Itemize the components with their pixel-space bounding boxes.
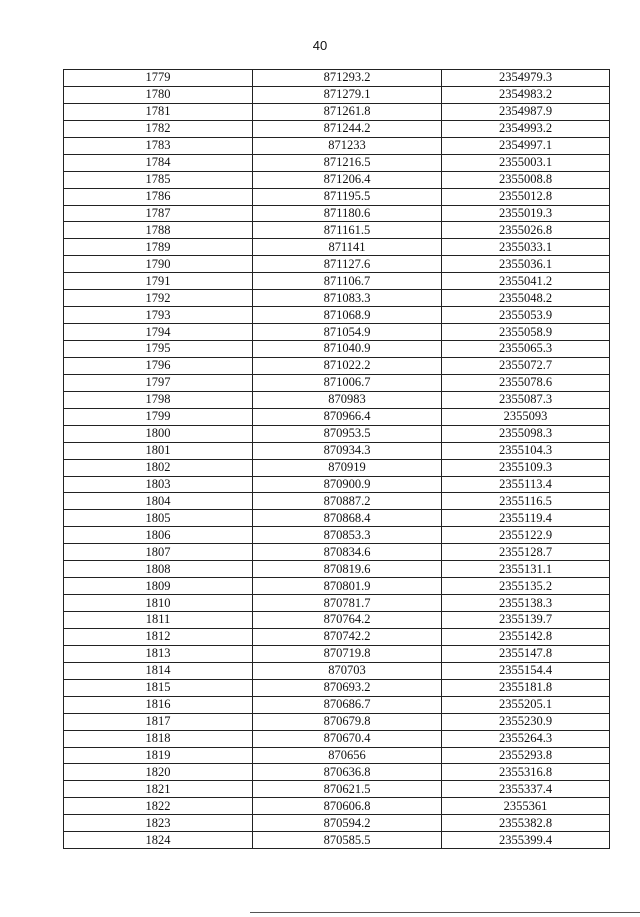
x-coordinate-cell: 871127.6 bbox=[253, 256, 442, 273]
x-coordinate-cell: 870703 bbox=[253, 662, 442, 679]
y-coordinate-cell: 2355181.8 bbox=[442, 679, 610, 696]
table-row bbox=[64, 357, 610, 374]
table-row bbox=[64, 595, 610, 612]
point-number-cell: 1783 bbox=[64, 137, 253, 154]
point-number-cell: 1811 bbox=[64, 612, 253, 629]
page-number: 40 bbox=[312, 38, 328, 53]
table-row bbox=[64, 324, 610, 341]
x-coordinate-cell: 870819.6 bbox=[253, 561, 442, 578]
point-number-cell: 1791 bbox=[64, 273, 253, 290]
y-coordinate-cell: 2355135.2 bbox=[442, 578, 610, 595]
y-coordinate-cell: 2355131.1 bbox=[442, 561, 610, 578]
y-coordinate-cell: 2355399.4 bbox=[442, 832, 610, 849]
point-number-cell: 1795 bbox=[64, 341, 253, 358]
y-coordinate-cell: 2355230.9 bbox=[442, 713, 610, 730]
x-coordinate-cell: 871068.9 bbox=[253, 307, 442, 324]
table-row bbox=[64, 425, 610, 442]
y-coordinate-cell: 2355008.8 bbox=[442, 171, 610, 188]
table-row bbox=[64, 408, 610, 425]
table-row bbox=[64, 374, 610, 391]
x-coordinate-cell: 870594.2 bbox=[253, 815, 442, 832]
table-row bbox=[64, 239, 610, 256]
table-row bbox=[64, 154, 610, 171]
table-row bbox=[64, 544, 610, 561]
y-coordinate-cell: 2354993.2 bbox=[442, 120, 610, 137]
point-number-cell: 1817 bbox=[64, 713, 253, 730]
table-row bbox=[64, 510, 610, 527]
point-number-cell: 1786 bbox=[64, 188, 253, 205]
table-row bbox=[64, 70, 610, 87]
point-number-cell: 1810 bbox=[64, 595, 253, 612]
point-number-cell: 1804 bbox=[64, 493, 253, 510]
x-coordinate-cell: 870919 bbox=[253, 459, 442, 476]
point-number-cell: 1796 bbox=[64, 357, 253, 374]
x-coordinate-cell: 870742.2 bbox=[253, 628, 442, 645]
point-number-cell: 1818 bbox=[64, 730, 253, 747]
y-coordinate-cell: 2355147.8 bbox=[442, 645, 610, 662]
x-coordinate-cell: 870656 bbox=[253, 747, 442, 764]
table-row bbox=[64, 222, 610, 239]
table-row bbox=[64, 307, 610, 324]
x-coordinate-cell: 871022.2 bbox=[253, 357, 442, 374]
y-coordinate-cell: 2354983.2 bbox=[442, 86, 610, 103]
x-coordinate-cell: 870719.8 bbox=[253, 645, 442, 662]
x-coordinate-cell: 870686.7 bbox=[253, 696, 442, 713]
y-coordinate-cell: 2355264.3 bbox=[442, 730, 610, 747]
x-coordinate-cell: 871040.9 bbox=[253, 341, 442, 358]
x-coordinate-cell: 871006.7 bbox=[253, 374, 442, 391]
x-coordinate-cell: 870606.8 bbox=[253, 798, 442, 815]
y-coordinate-cell: 2355361 bbox=[442, 798, 610, 815]
point-number-cell: 1815 bbox=[64, 679, 253, 696]
y-coordinate-cell: 2355036.1 bbox=[442, 256, 610, 273]
x-coordinate-cell: 870900.9 bbox=[253, 476, 442, 493]
y-coordinate-cell: 2354979.3 bbox=[442, 70, 610, 87]
table-row bbox=[64, 679, 610, 696]
point-number-cell: 1802 bbox=[64, 459, 253, 476]
point-number-cell: 1792 bbox=[64, 290, 253, 307]
y-coordinate-cell: 2355065.3 bbox=[442, 341, 610, 358]
point-number-cell: 1793 bbox=[64, 307, 253, 324]
table-row bbox=[64, 188, 610, 205]
point-number-cell: 1803 bbox=[64, 476, 253, 493]
y-coordinate-cell: 2355053.9 bbox=[442, 307, 610, 324]
y-coordinate-cell: 2355142.8 bbox=[442, 628, 610, 645]
point-number-cell: 1800 bbox=[64, 425, 253, 442]
y-coordinate-cell: 2355382.8 bbox=[442, 815, 610, 832]
y-coordinate-cell: 2355109.3 bbox=[442, 459, 610, 476]
x-coordinate-cell: 871141 bbox=[253, 239, 442, 256]
point-number-cell: 1801 bbox=[64, 442, 253, 459]
y-coordinate-cell: 2355154.4 bbox=[442, 662, 610, 679]
point-number-cell: 1807 bbox=[64, 544, 253, 561]
point-number-cell: 1790 bbox=[64, 256, 253, 273]
table-row bbox=[64, 561, 610, 578]
point-number-cell: 1779 bbox=[64, 70, 253, 87]
footer-rule bbox=[250, 912, 640, 913]
x-coordinate-cell: 870953.5 bbox=[253, 425, 442, 442]
point-number-cell: 1820 bbox=[64, 764, 253, 781]
point-number-cell: 1781 bbox=[64, 103, 253, 120]
x-coordinate-cell: 871233 bbox=[253, 137, 442, 154]
table-row bbox=[64, 137, 610, 154]
x-coordinate-cell: 871293.2 bbox=[253, 70, 442, 87]
point-number-cell: 1798 bbox=[64, 391, 253, 408]
x-coordinate-cell: 871180.6 bbox=[253, 205, 442, 222]
x-coordinate-cell: 871216.5 bbox=[253, 154, 442, 171]
y-coordinate-cell: 2354987.9 bbox=[442, 103, 610, 120]
point-number-cell: 1823 bbox=[64, 815, 253, 832]
y-coordinate-cell: 2355205.1 bbox=[442, 696, 610, 713]
y-coordinate-cell: 2355087.3 bbox=[442, 391, 610, 408]
x-coordinate-cell: 870853.3 bbox=[253, 527, 442, 544]
table-row bbox=[64, 527, 610, 544]
table-row bbox=[64, 273, 610, 290]
y-coordinate-cell: 2355012.8 bbox=[442, 188, 610, 205]
table-row bbox=[64, 713, 610, 730]
x-coordinate-cell: 870887.2 bbox=[253, 493, 442, 510]
point-number-cell: 1812 bbox=[64, 628, 253, 645]
x-coordinate-cell: 870679.8 bbox=[253, 713, 442, 730]
x-coordinate-cell: 871083.3 bbox=[253, 290, 442, 307]
y-coordinate-cell: 2355119.4 bbox=[442, 510, 610, 527]
coordinates-table-body bbox=[64, 70, 610, 849]
point-number-cell: 1824 bbox=[64, 832, 253, 849]
x-coordinate-cell: 870934.3 bbox=[253, 442, 442, 459]
table-row bbox=[64, 662, 610, 679]
y-coordinate-cell: 2355098.3 bbox=[442, 425, 610, 442]
table-row bbox=[64, 493, 610, 510]
point-number-cell: 1806 bbox=[64, 527, 253, 544]
point-number-cell: 1819 bbox=[64, 747, 253, 764]
x-coordinate-cell: 870670.4 bbox=[253, 730, 442, 747]
y-coordinate-cell: 2355026.8 bbox=[442, 222, 610, 239]
y-coordinate-cell: 2355128.7 bbox=[442, 544, 610, 561]
x-coordinate-cell: 871161.5 bbox=[253, 222, 442, 239]
x-coordinate-cell: 871279.1 bbox=[253, 86, 442, 103]
y-coordinate-cell: 2355041.2 bbox=[442, 273, 610, 290]
y-coordinate-cell: 2355337.4 bbox=[442, 781, 610, 798]
point-number-cell: 1813 bbox=[64, 645, 253, 662]
table-row bbox=[64, 747, 610, 764]
point-number-cell: 1787 bbox=[64, 205, 253, 222]
y-coordinate-cell: 2355003.1 bbox=[442, 154, 610, 171]
point-number-cell: 1805 bbox=[64, 510, 253, 527]
x-coordinate-cell: 870983 bbox=[253, 391, 442, 408]
y-coordinate-cell: 2355058.9 bbox=[442, 324, 610, 341]
point-number-cell: 1780 bbox=[64, 86, 253, 103]
y-coordinate-cell: 2355316.8 bbox=[442, 764, 610, 781]
point-number-cell: 1821 bbox=[64, 781, 253, 798]
table-row bbox=[64, 798, 610, 815]
point-number-cell: 1788 bbox=[64, 222, 253, 239]
point-number-cell: 1794 bbox=[64, 324, 253, 341]
table-row bbox=[64, 103, 610, 120]
point-number-cell: 1816 bbox=[64, 696, 253, 713]
x-coordinate-cell: 870693.2 bbox=[253, 679, 442, 696]
x-coordinate-cell: 871106.7 bbox=[253, 273, 442, 290]
table-row bbox=[64, 341, 610, 358]
y-coordinate-cell: 2355122.9 bbox=[442, 527, 610, 544]
table-row bbox=[64, 86, 610, 103]
y-coordinate-cell: 2355019.3 bbox=[442, 205, 610, 222]
x-coordinate-cell: 870781.7 bbox=[253, 595, 442, 612]
y-coordinate-cell: 2354997.1 bbox=[442, 137, 610, 154]
y-coordinate-cell: 2355093 bbox=[442, 408, 610, 425]
table-row bbox=[64, 815, 610, 832]
table-row bbox=[64, 171, 610, 188]
table-row bbox=[64, 442, 610, 459]
point-number-cell: 1809 bbox=[64, 578, 253, 595]
x-coordinate-cell: 871261.8 bbox=[253, 103, 442, 120]
table-row bbox=[64, 628, 610, 645]
y-coordinate-cell: 2355072.7 bbox=[442, 357, 610, 374]
y-coordinate-cell: 2355113.4 bbox=[442, 476, 610, 493]
y-coordinate-cell: 2355078.6 bbox=[442, 374, 610, 391]
y-coordinate-cell: 2355048.2 bbox=[442, 290, 610, 307]
table-row bbox=[64, 391, 610, 408]
x-coordinate-cell: 871244.2 bbox=[253, 120, 442, 137]
x-coordinate-cell: 870636.8 bbox=[253, 764, 442, 781]
x-coordinate-cell: 871195.5 bbox=[253, 188, 442, 205]
point-number-cell: 1789 bbox=[64, 239, 253, 256]
point-number-cell: 1799 bbox=[64, 408, 253, 425]
table-row bbox=[64, 764, 610, 781]
y-coordinate-cell: 2355138.3 bbox=[442, 595, 610, 612]
point-number-cell: 1784 bbox=[64, 154, 253, 171]
x-coordinate-cell: 871206.4 bbox=[253, 171, 442, 188]
table-row bbox=[64, 476, 610, 493]
table-row bbox=[64, 612, 610, 629]
y-coordinate-cell: 2355293.8 bbox=[442, 747, 610, 764]
x-coordinate-cell: 870764.2 bbox=[253, 612, 442, 629]
x-coordinate-cell: 870585.5 bbox=[253, 832, 442, 849]
table-row bbox=[64, 205, 610, 222]
point-number-cell: 1785 bbox=[64, 171, 253, 188]
table-row bbox=[64, 256, 610, 273]
table-row bbox=[64, 781, 610, 798]
point-number-cell: 1808 bbox=[64, 561, 253, 578]
table-row bbox=[64, 120, 610, 137]
table-row bbox=[64, 578, 610, 595]
coordinates-table bbox=[63, 69, 610, 849]
point-number-cell: 1814 bbox=[64, 662, 253, 679]
point-number-cell: 1782 bbox=[64, 120, 253, 137]
x-coordinate-cell: 870868.4 bbox=[253, 510, 442, 527]
y-coordinate-cell: 2355104.3 bbox=[442, 442, 610, 459]
table-row bbox=[64, 645, 610, 662]
y-coordinate-cell: 2355116.5 bbox=[442, 493, 610, 510]
table-row bbox=[64, 696, 610, 713]
point-number-cell: 1822 bbox=[64, 798, 253, 815]
x-coordinate-cell: 870966.4 bbox=[253, 408, 442, 425]
x-coordinate-cell: 871054.9 bbox=[253, 324, 442, 341]
table-row bbox=[64, 459, 610, 476]
y-coordinate-cell: 2355033.1 bbox=[442, 239, 610, 256]
table-row bbox=[64, 730, 610, 747]
x-coordinate-cell: 870801.9 bbox=[253, 578, 442, 595]
table-row bbox=[64, 290, 610, 307]
table-row bbox=[64, 832, 610, 849]
y-coordinate-cell: 2355139.7 bbox=[442, 612, 610, 629]
point-number-cell: 1797 bbox=[64, 374, 253, 391]
x-coordinate-cell: 870834.6 bbox=[253, 544, 442, 561]
x-coordinate-cell: 870621.5 bbox=[253, 781, 442, 798]
